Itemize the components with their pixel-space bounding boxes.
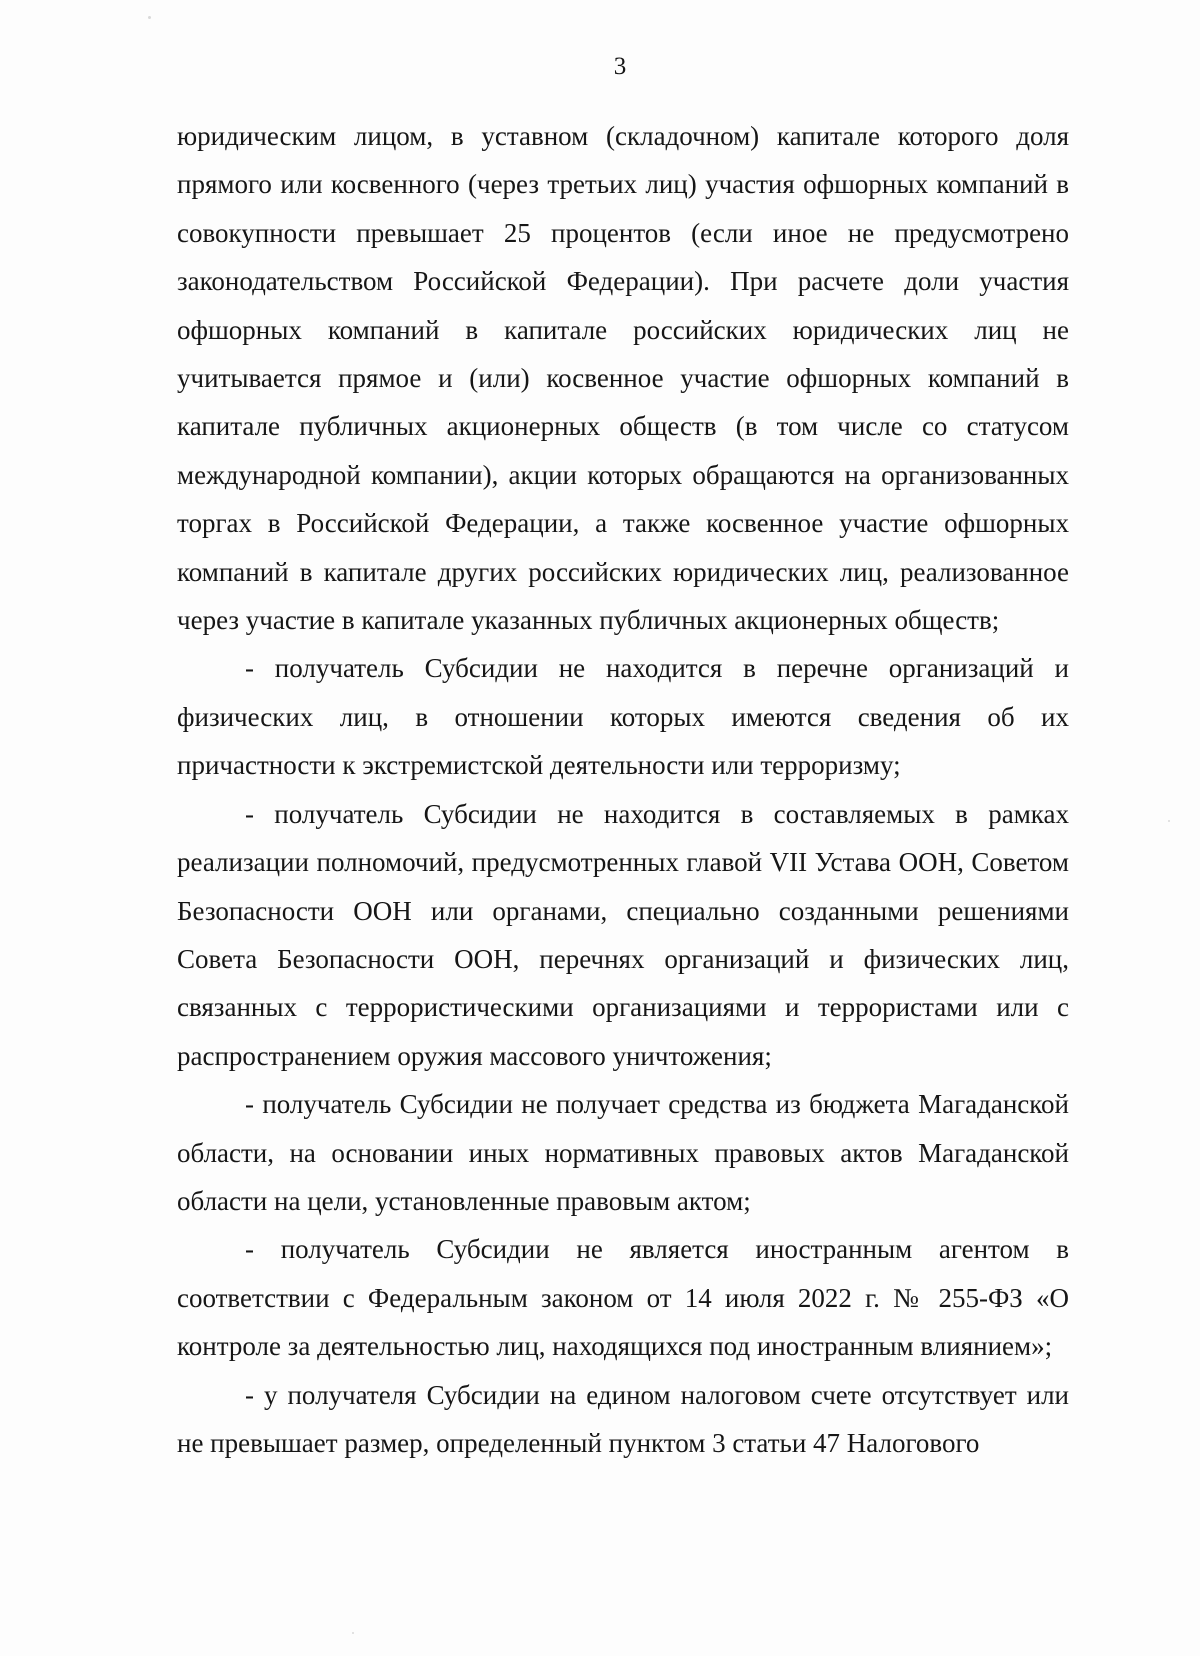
paragraph-un-sanctions-list: - получатель Субсидии не находится в составляемых в рамках реализации полномочий, предусмотренных главой VII Устава ООН, Советом Безопасности ООН или органами, специально созданными решениями Совета Безопасности ООН, перечнях организаций и физических лиц, связанных с террористическими организациями и террористами или с распространением оружия массового уничтожения; bbox=[177, 798, 1069, 1071]
paragraph-extremism-list: - получатель Субсидии не находится в перечне организаций и физических лиц, в отношении которых имеются сведения об их причастности к экстремистской деятельности или терроризму; bbox=[177, 653, 1069, 781]
document-body bbox=[177, 112, 1069, 1467]
scan-speck bbox=[1168, 820, 1170, 822]
paragraph-tax-account: - у получателя Субсидии на едином налоговом счете отсутствует или не превышает размер, определенный пунктом 3 статьи 47 Налогового bbox=[177, 1379, 1069, 1458]
scan-speck bbox=[148, 16, 151, 19]
paragraph-no-other-budget-funds: - получатель Субсидии не получает средства из бюджета Магаданской области, на основании иных нормативных правовых актов Магаданской области на цели, установленные правовым актом; bbox=[177, 1089, 1069, 1216]
paragraph-offshore-participation: юридическим лицом, в уставном (складочном) капитале которого доля прямого или косвенного (через третьих лиц) участия офшорных компаний в совокупности превышает 25 процентов (если иное не предусмотрено законодательством Российской Федерации). При расчете доли участия офшорных компаний в капитале российских юридических лиц не учитывается прямое и (или) косвенное участие офшорных компаний в капитале публичных акционерных обществ (в том числе со статусом международной компании), акции которых обращаются на организованных торгах в Российской Федерации, а также косвенное участие офшорных компаний в капитале других российских юридических лиц, реализованное через участие в капитале указанных публичных акционерных обществ; bbox=[177, 121, 1069, 636]
page-number: 3 bbox=[613, 53, 627, 80]
scan-speck bbox=[352, 1632, 354, 1634]
paragraph-foreign-agent: - получатель Субсидии не является иностранным агентом в соответствии с Федеральным законом от 14 июля 2022 г. № 255-ФЗ «О контроле за деятельностью лиц, находящихся под иностранным влиянием»; bbox=[177, 1234, 1069, 1362]
